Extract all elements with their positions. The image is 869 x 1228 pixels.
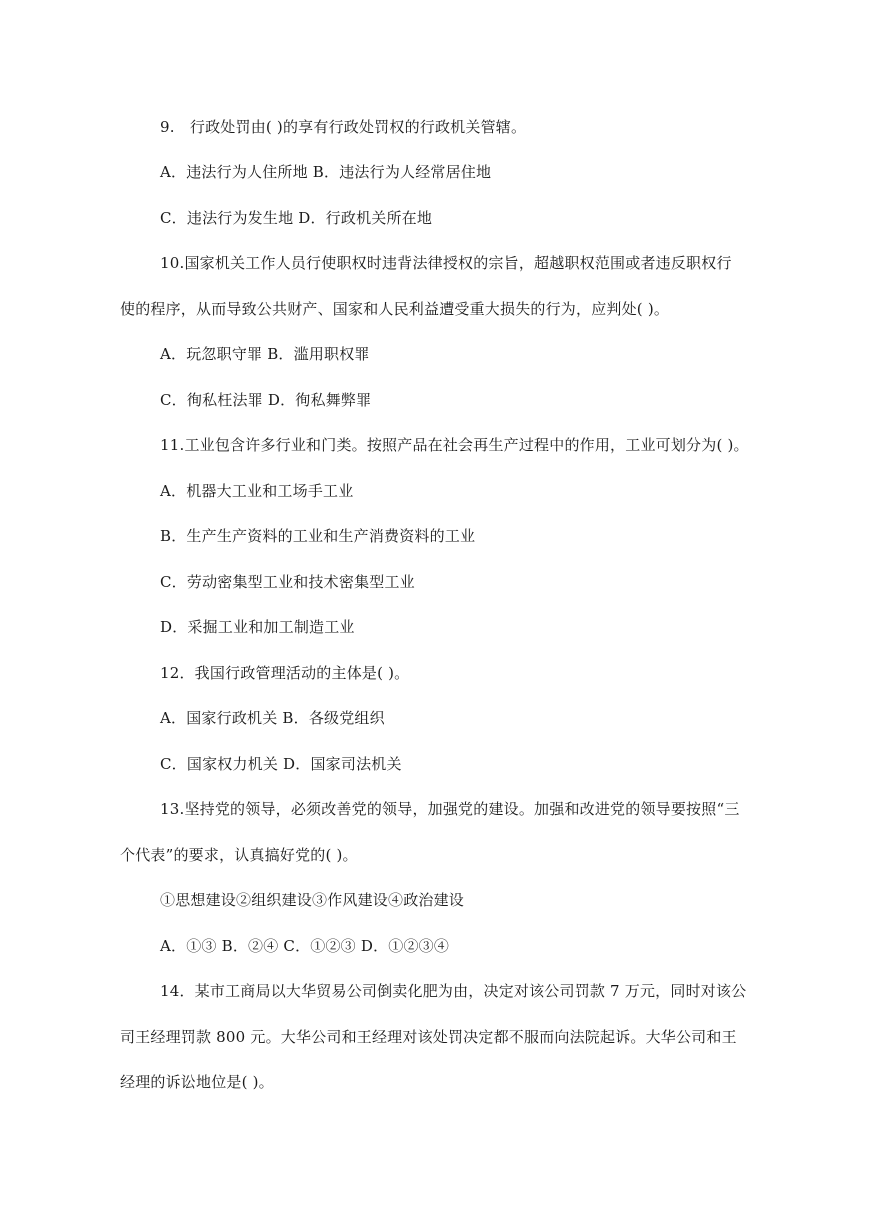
question-13-items: ①思想建设②组织建设③作风建设④政治建设 <box>160 891 465 909</box>
question-10-options-cd: C．徇私枉法罪 D．徇私舞弊罪 <box>160 391 372 409</box>
question-11-option-c: C．劳动密集型工业和技术密集型工业 <box>160 573 415 591</box>
question-14-stem-line-3: 经理的诉讼地位是( )。 <box>120 1073 274 1091</box>
question-10-options-ab: A．玩忽职守罪 B．滥用职权罪 <box>160 345 370 363</box>
question-9-options-ab: A．违法行为人住所地 B．违法行为人经常居住地 <box>160 163 492 181</box>
question-9-stem: 9. 行政处罚由( )的享有行政处罚权的行政机关管辖。 <box>160 118 527 136</box>
question-11-option-a: A．机器大工业和工场手工业 <box>160 482 354 500</box>
question-13-stem-line-1: 13.坚持党的领导，必须改善党的领导，加强党的建设。加强和改进党的领导要按照“三 <box>160 800 740 818</box>
question-13-options: A．①③ B．②④ C．①②③ D．①②③④ <box>160 937 450 955</box>
question-11-option-d: D．采掘工业和加工制造工业 <box>160 618 355 636</box>
question-11-option-b: B．生产生产资料的工业和生产消费资料的工业 <box>160 527 476 545</box>
question-13-stem-line-2: 个代表”的要求，认真搞好党的( )。 <box>120 846 358 864</box>
question-10-stem-line-1: 10.国家机关工作人员行使职权时违背法律授权的宗旨，超越职权范围或者违反职权行 <box>160 254 732 272</box>
question-10-stem-line-2: 使的程序，从而导致公共财产、国家和人民利益遭受重大损失的行为，应判处( )。 <box>120 300 670 318</box>
question-14-stem-line-2: 司王经理罚款 800 元。大华公司和王经理对该处罚决定都不服而向法院起诉。大华公司和王 <box>120 1028 737 1046</box>
question-9-options-cd: C．违法行为发生地 D．行政机关所在地 <box>160 209 433 227</box>
question-12-options-cd: C．国家权力机关 D．国家司法机关 <box>160 755 402 773</box>
question-14-stem-line-1: 14．某市工商局以大华贸易公司倒卖化肥为由，决定对该公司罚款 7 万元，同时对该公 <box>160 982 747 1000</box>
question-12-stem: 12．我国行政管理活动的主体是( )。 <box>160 664 410 682</box>
question-11-stem: 11.工业包含许多行业和门类。按照产品在社会再生产过程中的作用，工业可划分为( )。 <box>160 436 749 454</box>
question-12-options-ab: A．国家行政机关 B．各级党组织 <box>160 709 385 727</box>
